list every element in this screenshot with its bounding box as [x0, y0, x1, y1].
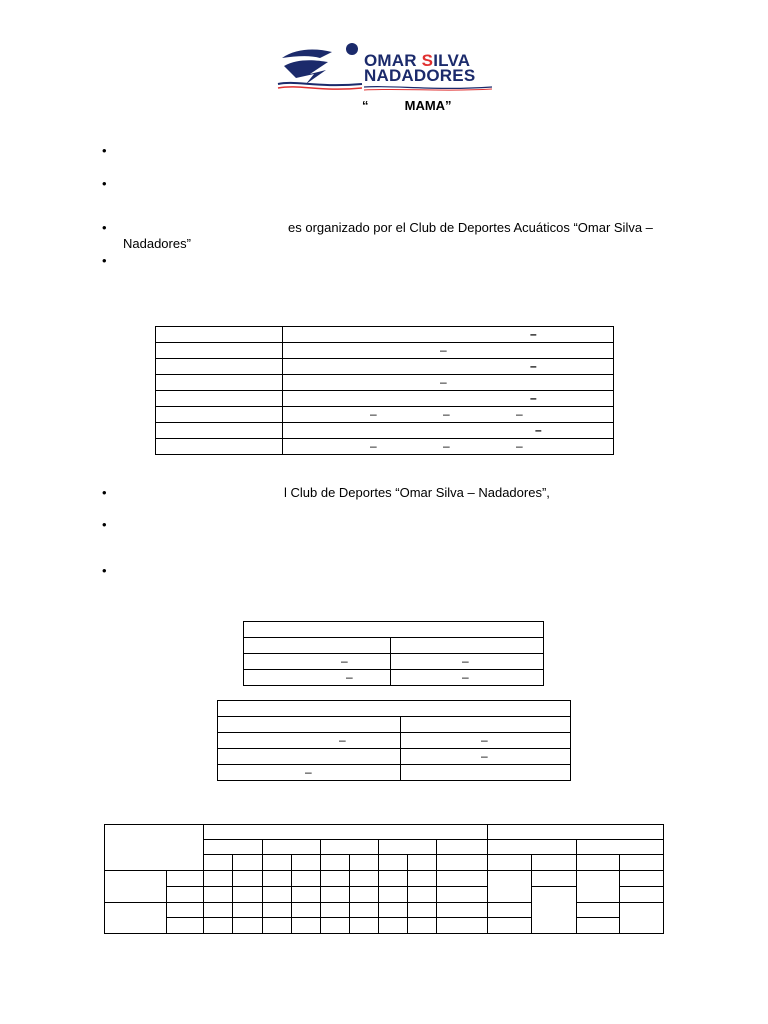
bullet-marker: • [102, 143, 107, 158]
table-cell [619, 855, 663, 871]
table-cell [378, 918, 407, 934]
table-cell: – [283, 423, 614, 439]
table-cell [105, 825, 204, 871]
table-cell [437, 918, 488, 934]
table-cell [408, 918, 437, 934]
table-cell [156, 327, 283, 343]
table-cell [576, 871, 619, 903]
table-cell [378, 840, 436, 855]
table-cell: – [283, 359, 614, 375]
table-cell [167, 871, 204, 887]
swimmer-logo-icon [276, 40, 364, 92]
table-cell [204, 887, 233, 903]
table-cell: – [283, 327, 614, 343]
results-grid-table [104, 824, 664, 934]
table-cell [320, 918, 349, 934]
table-cell [437, 871, 488, 887]
table-cell [218, 701, 571, 717]
table-cell [378, 903, 407, 918]
table-cell: – [391, 670, 544, 686]
table-cell [204, 825, 488, 840]
table-cell [576, 918, 619, 934]
logo-wave-icon [364, 85, 492, 91]
table-cell [437, 887, 488, 903]
table-cell [378, 855, 407, 871]
table-cell [437, 903, 488, 918]
table-cell [349, 918, 378, 934]
table-cell [619, 903, 663, 934]
table-cell [218, 717, 401, 733]
table-cell [291, 903, 320, 918]
table-cell [105, 903, 167, 934]
bullet-text: es organizado por el Club de Deportes Acuáticos “Omar Silva – [288, 220, 653, 235]
bullet-marker: • [102, 563, 107, 578]
table-cell [262, 887, 291, 903]
table-cell [320, 887, 349, 903]
table-cell [262, 840, 320, 855]
table-cell [291, 855, 320, 871]
table-cell: – [283, 343, 614, 359]
table-cell [291, 887, 320, 903]
table-cell [576, 840, 663, 855]
table-cell [408, 903, 437, 918]
bullet-text: l Club de Deportes “Omar Silva – Nadadores”, [284, 485, 550, 500]
table-cell: – – – [283, 439, 614, 455]
table-cell [391, 638, 544, 654]
table-cell [233, 887, 262, 903]
table-cell [204, 903, 233, 918]
bullet-marker: • [102, 253, 107, 268]
table-cell [488, 871, 532, 903]
table-cell [320, 840, 378, 855]
table-cell [408, 887, 437, 903]
table-cell: – [401, 733, 571, 749]
table-cell [320, 903, 349, 918]
table-cell [204, 871, 233, 887]
table-cell [532, 887, 576, 934]
table-cell [156, 359, 283, 375]
table-cell [204, 840, 262, 855]
bullet-marker: • [102, 485, 107, 500]
logo-title-line1: OMAR SILVA [364, 51, 471, 70]
table-cell [401, 717, 571, 733]
table-cell [156, 391, 283, 407]
table-cell [156, 407, 283, 423]
table-cell [619, 871, 663, 887]
table-cell [262, 871, 291, 887]
logo-title-line2: NADADORES [364, 66, 476, 85]
table-cell [244, 622, 544, 638]
table-cell [378, 887, 407, 903]
table-cell: – [391, 654, 544, 670]
table-cell [291, 871, 320, 887]
table-cell [488, 840, 576, 855]
table-cell: – [244, 654, 391, 670]
table-cell: – [283, 375, 614, 391]
table-cell [218, 749, 401, 765]
table-cell [401, 765, 571, 781]
table-cell [244, 638, 391, 654]
table-cell [488, 825, 664, 840]
table-cell [408, 855, 437, 871]
table-cell [204, 855, 233, 871]
table-cell [349, 855, 378, 871]
table-cell [619, 887, 663, 903]
page-title: “ MAMA” [362, 98, 452, 113]
table-cell [320, 855, 349, 871]
table-cell: – – – [283, 407, 614, 423]
table-cell [576, 855, 619, 871]
table-cell [156, 423, 283, 439]
table-cell [233, 855, 262, 871]
table-cell: – [244, 670, 391, 686]
table-cell [262, 855, 291, 871]
table-cell [291, 918, 320, 934]
table-cell [204, 918, 233, 934]
table-cell [167, 903, 204, 918]
table-cell [233, 871, 262, 887]
table-cell [233, 918, 262, 934]
table-cell: – [283, 391, 614, 407]
table-cell [262, 918, 291, 934]
bullet-marker: • [102, 176, 107, 191]
table-cell [488, 903, 532, 918]
bullet-marker: • [102, 517, 107, 532]
table-cell [349, 903, 378, 918]
table-cell [408, 871, 437, 887]
table-cell: – [218, 733, 401, 749]
table-cell [156, 375, 283, 391]
table-cell [576, 903, 619, 918]
table-cell [349, 887, 378, 903]
bullet-text-continued: Nadadores” [123, 236, 191, 251]
table-cell [532, 871, 576, 887]
table-cell [167, 887, 204, 903]
table-cell [105, 871, 167, 903]
table-cell: – [218, 765, 401, 781]
bullet-marker: • [102, 220, 107, 235]
category-table-1 [243, 621, 544, 686]
table-cell [349, 871, 378, 887]
table-cell: – [401, 749, 571, 765]
table-cell [437, 840, 488, 855]
table-cell [156, 343, 283, 359]
table-cell [167, 918, 204, 934]
table-cell [320, 871, 349, 887]
table-cell [532, 855, 576, 871]
table-cell [233, 903, 262, 918]
table-cell [437, 855, 488, 871]
table-cell [156, 439, 283, 455]
club-logo [276, 40, 496, 92]
table-cell [378, 871, 407, 887]
category-table-2 [217, 700, 571, 781]
table-cell [262, 903, 291, 918]
schedule-table [155, 326, 614, 455]
table-cell [488, 918, 532, 934]
table-cell [488, 855, 532, 871]
